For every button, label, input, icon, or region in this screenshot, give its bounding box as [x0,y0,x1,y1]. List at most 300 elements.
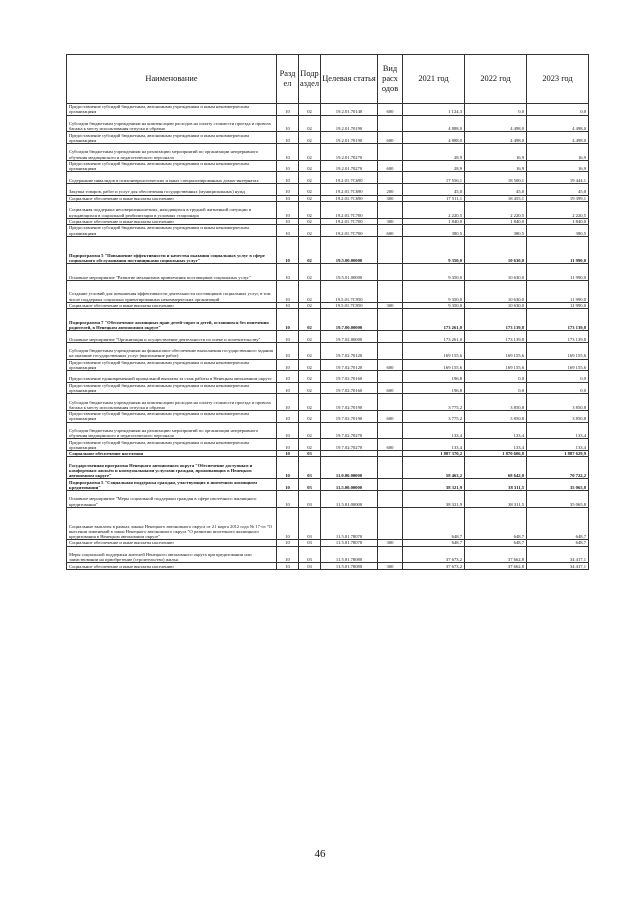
header-target: Целевая статья [321,55,378,104]
table-cell-2023: 4 498,0 [527,115,589,132]
table-cell-2022: 37 662,8 [465,563,527,569]
table-cell-2023: 3 850,8 [527,394,589,411]
table-cell-2023: 648,7 [527,540,589,546]
table-cell-section: 10 [277,342,299,359]
table-cell-exp-type: 600 [378,359,403,371]
table-cell-exp-type [378,263,403,280]
table-cell-2023: 2 220,5 [527,201,589,218]
table-cell-subsection: 02 [299,104,321,116]
table-cell-exp-type [378,546,403,563]
table-cell-name: Предоставление субсидий бюджетным, автономным учреждениям и иным некоммерческим организациям [67,160,277,172]
table-cell-target: 19.2.01.70270 [321,160,378,172]
table-cell-section: 10 [277,104,299,116]
table-cell-2023: 3 850,8 [527,411,589,423]
header-section: Разд ел [277,55,299,104]
table-cell-section: 10 [277,439,299,451]
table-cell-section: 10 [277,457,299,479]
table-cell-2023: 169 155,6 [527,342,589,359]
table-cell-subsection: 02 [299,195,321,201]
table-cell-2023: 169 155,6 [527,359,589,371]
table-cell-subsection: 02 [299,225,321,237]
table-cell-target: 19.5.01.7С950 [321,302,378,308]
table-cell-section: 10 [277,491,299,508]
table-row [67,236,589,263]
table-cell-section: 10 [277,172,299,184]
table-cell-section: 10 [277,563,299,569]
table-cell-2023: 1 840,0 [527,218,589,224]
table-cell-target: 19.2.01.7С700 [321,225,378,237]
table-cell-name: Социальное обеспечение населения [67,451,277,457]
table-cell-name: Субсидии бюджетным учреждениям на финансовое обеспечение выполнения государственного задания на оказание государственных услуг (выполнение работ) [67,342,277,359]
table-cell-subsection: 02 [299,371,321,383]
table-cell-2022: 0,0 [465,104,527,116]
table-cell-name: Государственная программа Ненецкого автономного округа "Обеспечение доступным и комфортным жильём и коммунальными услугами граждан, проживающих в Ненецком автономном округе" [67,457,277,479]
table-cell-2021: 17 556,1 [403,172,465,184]
table-row [67,183,589,195]
table-cell-2023: 35 065,8 [527,491,589,508]
table-row [67,422,589,439]
header-name: Наименование [67,55,277,104]
table-cell-exp-type: 600 [378,104,403,116]
table-cell-exp-type: 300 [378,563,403,569]
table-cell-2022: 0,0 [465,382,527,394]
table-cell-name: Субсидии бюджетным учреждениям на компенсацию расходов на оплату стоимости проезда и провоза багажа к месту использования отпуска и обратно [67,115,277,132]
table-cell-2023: 16,9 [527,160,589,172]
table-cell-target: 19.2.01.70270 [321,143,378,160]
table-cell-exp-type [378,342,403,359]
table-cell-2021: 58 463,2 [403,457,465,479]
table-cell-subsection: 02 [299,263,321,280]
table-cell-2021: 648,7 [403,540,465,546]
table-cell-2023: 648,7 [527,507,589,539]
table-cell-2023: 45,0 [527,183,589,195]
table-cell-subsection: 02 [299,160,321,172]
table-row [67,104,589,116]
table-cell-2022: 133,4 [465,439,527,451]
table-row [67,172,589,184]
table-cell-exp-type: 300 [378,195,403,201]
table-row [67,439,589,451]
table-cell-exp-type: 600 [378,160,403,172]
table-row [67,115,589,132]
table-cell-2021: 133,4 [403,439,465,451]
table-cell-2021: 28,9 [403,143,465,160]
table-cell-2023: 11 990,0 [527,263,589,280]
table-cell-2021: 173 261,0 [403,309,465,331]
table-cell-target: 11.0.00.00000 [321,457,378,479]
table-cell-target: 19.5.01.7С950 [321,280,378,302]
table-cell-subsection: 02 [299,394,321,411]
table-cell-2022: 37 662,8 [465,546,527,563]
table-row [67,359,589,371]
table-cell-name: Социальное обеспечение и иные выплаты населению [67,218,277,224]
table-row [67,479,589,491]
table-cell-exp-type: 600 [378,382,403,394]
budget-table [66,54,589,570]
table-cell-target: 19.7.02.70190 [321,394,378,411]
table-cell-2023: 11 990,0 [527,280,589,302]
table-cell-2021: 133,4 [403,422,465,439]
table-cell-target: 11.5.01.78080 [321,563,378,569]
table-cell-2021: 9 350,0 [403,302,465,308]
table-cell-name: Подпрограмма 7 "Обеспечение жилищных прав детей-сирот и детей, оставшихся без попечения родителей, в Ненецком автономном округе" [67,309,277,331]
table-cell-exp-type [378,143,403,160]
table-cell-section: 10 [277,115,299,132]
table-cell-target: 11.5.01.78070 [321,507,378,539]
table-cell-exp-type [378,394,403,411]
table-cell-target: 19.5.01.00000 [321,263,378,280]
table-cell-2022: 10 630,0 [465,302,527,308]
table-cell-subsection: 02 [299,143,321,160]
table-cell-target: 19.7.02.70270 [321,422,378,439]
table-cell-name: Основное мероприятие "Меры социальной поддержки граждан в сфере ипотечного жилищного кредитования" [67,491,277,508]
table-cell-section: 10 [277,263,299,280]
header-2022: 2022 год [465,55,527,104]
table-cell-2023: 133,4 [527,439,589,451]
table-cell-target: 19.7.02.70160 [321,382,378,394]
table-cell-2022: 3 850,8 [465,411,527,423]
table-cell-subsection: 03 [299,546,321,563]
table-cell-target: 11.5.01.78070 [321,540,378,546]
table-cell-name: Социальное обеспечение и иные выплаты населению [67,302,277,308]
table-cell-subsection: 03 [299,491,321,508]
table-cell-2021: 9 350,0 [403,236,465,263]
table-cell-target: 19.2.01.70190 [321,115,378,132]
table-row [67,563,589,569]
table-cell-target: 19.2.01.7С690 [321,195,378,201]
table-row [67,382,589,394]
table-cell-exp-type [378,422,403,439]
table-cell-name: Предоставление субсидий бюджетным, автономным учреждениям и иным некоммерческим организациям [67,104,277,116]
table-row [67,491,589,508]
table-cell-target: 11.5.01.00000 [321,491,378,508]
table-cell-subsection: 02 [299,302,321,308]
table-cell-subsection: 02 [299,342,321,359]
table-cell-target: 19.5.00.00000 [321,236,378,263]
table-cell-2021: 38 321,9 [403,479,465,491]
table-cell-name: Социальная поддержка несовершеннолетних, находящихся в трудной жизненной ситуации и нуждающихся в социальной реабилитации в условиях стационара [67,201,277,218]
table-cell-2022: 10 630,0 [465,263,527,280]
table-cell-subsection: 02 [299,359,321,371]
table-cell-section: 10 [277,132,299,144]
page-number: 46 [314,848,326,860]
table-cell-2023: 34 417,1 [527,546,589,563]
table-cell-2022: 648,7 [465,507,527,539]
table-cell-target: 19.2.01.7С690 [321,183,378,195]
table-cell-target: 19.7.02.70120 [321,359,378,371]
table-cell-name: Предоставление субсидий бюджетным, автономным учреждениям и иным некоммерческим организациям [67,132,277,144]
table-cell-section: 10 [277,160,299,172]
table-cell-section: 10 [277,201,299,218]
table-cell-2022: 0,0 [465,371,527,383]
table-cell-exp-type [378,236,403,263]
table-cell-2021: 173 261,0 [403,331,465,343]
table-cell-2023: 4 498,0 [527,132,589,144]
table-cell-2021: 4 888,0 [403,115,465,132]
table-row [67,280,589,302]
table-cell-2021: 37 673,2 [403,546,465,563]
table-cell-section: 10 [277,394,299,411]
table-cell-name: Субсидии бюджетным учреждениям на реализацию мероприятий по организации непрерывного обучения медицинского и педагогического персонала [67,143,277,160]
table-row [67,546,589,563]
table-cell-subsection: 02 [299,382,321,394]
table-cell-subsection: 02 [299,309,321,331]
table-row [67,201,589,218]
table-cell-2021: 196,8 [403,382,465,394]
table-cell-name: Предоставление субсидий бюджетным, автономным учреждениям и иным некоммерческим организациям [67,411,277,423]
table-cell-2021: 169 155,6 [403,342,465,359]
table-cell-2022: 2 220,5 [465,201,527,218]
table-cell-target: 19.7.02.70190 [321,411,378,423]
table-cell-name: Основное мероприятие "Организация и осуществление деятельности по опеке и попечительству" [67,331,277,343]
table-cell-2022: 10 630,0 [465,280,527,302]
table-cell-exp-type: 200 [378,183,403,195]
table-cell-2022: 133,4 [465,422,527,439]
table-cell-name: Предоставление субсидий бюджетным, автономным учреждениям и иным некоммерческим организациям [67,359,277,371]
table-cell-section: 10 [277,479,299,491]
table-cell-name: Подпрограмма 5 "Социальная поддержка граждан, участвующих в ипотечном жилищном кредитовании" [67,479,277,491]
table-cell-exp-type: 600 [378,411,403,423]
table-row [67,143,589,160]
table-cell-name: Субсидии бюджетным учреждениям на реализацию мероприятий по организации непрерывного обучения медицинского и педагогического персонала [67,422,277,439]
table-row [67,263,589,280]
table-cell-exp-type [378,479,403,491]
table-cell-2021: 37 673,2 [403,563,465,569]
table-cell-target: 19.2.01.70140 [321,104,378,116]
table-cell-section: 10 [277,359,299,371]
table-cell-2021: 38 321,9 [403,491,465,508]
table-cell-section: 10 [277,451,299,457]
table-cell-section: 10 [277,302,299,308]
table-cell-2023: 19 399,1 [527,195,589,201]
table-cell-subsection: 02 [299,331,321,343]
table-cell-name: Социальное обеспечение и иные выплаты населению [67,563,277,569]
table-cell-2021: 1 887 370,2 [403,451,465,457]
table-cell-subsection: 02 [299,236,321,263]
table-cell-subsection: 03 [299,563,321,569]
table-cell-2021: 4 888,0 [403,132,465,144]
table-cell-2021: 169 155,6 [403,359,465,371]
table-cell-2022: 68 642,0 [465,457,527,479]
table-cell-section: 10 [277,382,299,394]
table-cell-subsection: 02 [299,422,321,439]
header-subsection: Подр аздел [299,55,321,104]
header-exp-type: Вид расх одов [378,55,403,104]
table-cell-2021: 380,5 [403,225,465,237]
table-cell-exp-type: 300 [378,302,403,308]
table-cell-exp-type: 300 [378,540,403,546]
table-cell-2022: 38 311,5 [465,479,527,491]
table-cell-section: 10 [277,411,299,423]
table-cell-section: 10 [277,331,299,343]
table-cell-2022: 10 630,0 [465,236,527,263]
table-cell-2023: 19 444,1 [527,172,589,184]
table-cell-section: 10 [277,309,299,331]
table-cell-name: Содержание инвалидов в психоневрологических и иных специализированных домах-интернатах [67,172,277,184]
table-cell-2021: 28,9 [403,160,465,172]
table-cell-target: 19.7.02.70120 [321,342,378,359]
table-cell-subsection: 03 [299,457,321,479]
table-cell-exp-type [378,172,403,184]
table-cell-section: 10 [277,225,299,237]
table-row [67,132,589,144]
table-cell-subsection: 03 [299,451,321,457]
table-row [67,411,589,423]
table-cell-target: 19.2.01.70190 [321,132,378,144]
table-cell-subsection: 02 [299,172,321,184]
table-cell-2022: 45,0 [465,183,527,195]
table-row [67,160,589,172]
table-cell-2021: 648,7 [403,507,465,539]
table-cell-section: 10 [277,218,299,224]
table-row [67,309,589,331]
header-2021: 2021 год [403,55,465,104]
table-cell-target: 11.5.01.78080 [321,546,378,563]
table-cell-section: 10 [277,280,299,302]
table-cell-2022: 169 155,6 [465,342,527,359]
table-cell-2022: 16,9 [465,160,527,172]
table-cell-2023: 1 887 629,9 [527,451,589,457]
table-cell-target: 19.2.01.7С700 [321,201,378,218]
table-cell-2023: 173 139,8 [527,331,589,343]
table-cell-exp-type: 600 [378,439,403,451]
table-cell-name: Предоставление субсидий бюджетным, автономным учреждениям и иным некоммерческим организациям [67,225,277,237]
table-cell-section: 10 [277,507,299,539]
table-cell-exp-type: 600 [378,225,403,237]
table-cell-2022: 16,9 [465,143,527,160]
table-cell-2022: 173 139,8 [465,331,527,343]
table-cell-2023: 11 990,0 [527,302,589,308]
table-cell-2023: 133,4 [527,422,589,439]
table-cell-2023: 16,9 [527,143,589,160]
table-cell-2021: 196,8 [403,371,465,383]
table-cell-2021: 3 775,2 [403,394,465,411]
table-cell-exp-type [378,371,403,383]
table-row [67,225,589,237]
table-cell-target: 19.7.00.00000 [321,309,378,331]
table-row [67,394,589,411]
table-cell-target: 19.7.02.70160 [321,371,378,383]
table-cell-name: Субсидии бюджетным учреждениям на компенсацию расходов на оплату стоимости проезда и провоза багажа к месту использования отпуска и обратно [67,394,277,411]
table-cell-subsection: 03 [299,479,321,491]
table-row [67,371,589,383]
table-cell-name: Предоставление единовременной прощальной выплаты за стаж работы в Ненецком автономном округе [67,371,277,383]
table-cell-2023: 0,0 [527,371,589,383]
table-cell-2022: 648,7 [465,540,527,546]
table-cell-2022: 38 311,5 [465,491,527,508]
table-cell-2023: 0,0 [527,104,589,116]
table-cell-section: 10 [277,183,299,195]
table-cell-subsection: 02 [299,280,321,302]
table-cell-subsection: 03 [299,540,321,546]
table-cell-target: 19.7.02.00000 [321,331,378,343]
table-cell-2021: 3 775,2 [403,411,465,423]
table-cell-2021: 1 124,3 [403,104,465,116]
table-cell-2023: 35 065,8 [527,479,589,491]
table-cell-name: Предоставление субсидий бюджетным, автономным учреждениям и иным некоммерческим организациям [67,382,277,394]
table-cell-subsection: 02 [299,439,321,451]
table-cell-exp-type [378,115,403,132]
table-cell-2023: 11 990,0 [527,236,589,263]
table-cell-name: Закупка товаров, работ и услуг для обеспечения государственных (муниципальных) нужд [67,183,277,195]
table-cell-2023: 34 417,1 [527,563,589,569]
table-cell-subsection: 02 [299,201,321,218]
table-cell-section: 10 [277,422,299,439]
table-cell-section: 10 [277,236,299,263]
table-cell-2021: 45,0 [403,183,465,195]
table-cell-exp-type [378,201,403,218]
table-cell-2022: 380,5 [465,225,527,237]
table-cell-section: 10 [277,371,299,383]
table-cell-2022: 1 870 606,8 [465,451,527,457]
table-row [67,342,589,359]
table-cell-2022: 4 498,0 [465,132,527,144]
table-cell-target: 19.2.01.7С700 [321,218,378,224]
table-row [67,331,589,343]
table-cell-subsection: 02 [299,411,321,423]
table-cell-name: Предоставление субсидий бюджетным, автономным учреждениям и иным некоммерческим организациям [67,439,277,451]
table-cell-exp-type [378,491,403,508]
table-cell-exp-type [378,331,403,343]
table-cell-2022: 18 455,1 [465,195,527,201]
table-cell-exp-type: 300 [378,218,403,224]
table-cell-exp-type: 600 [378,132,403,144]
table-cell-2022: 173 139,8 [465,309,527,331]
table-cell-2021: 2 220,5 [403,201,465,218]
header-2023: 2023 год [527,55,589,104]
table-cell-target: 19.2.01.7С690 [321,172,378,184]
table-cell-target: 11.5.00.00000 [321,479,378,491]
table-cell-2023: 70 722,2 [527,457,589,479]
table-cell-subsection: 02 [299,183,321,195]
table-row [67,507,589,539]
table-cell-subsection: 02 [299,218,321,224]
table-row [67,457,589,479]
table-header-row [67,55,589,104]
table-cell-exp-type [378,280,403,302]
table-cell-section: 10 [277,540,299,546]
table-cell-2021: 1 840,0 [403,218,465,224]
table-cell-name: Социальное обеспечение и иные выплаты населению [67,195,277,201]
table-cell-exp-type [378,309,403,331]
table-cell-2021: 17 511,1 [403,195,465,201]
table-cell-subsection: 02 [299,132,321,144]
table-cell-subsection: 02 [299,115,321,132]
table-cell-2022: 1 840,0 [465,218,527,224]
table-cell-2023: 0,0 [527,382,589,394]
table-cell-2021: 9 350,0 [403,280,465,302]
table-cell-name: Социальное обеспечение и иные выплаты населению [67,540,277,546]
table-cell-name: Социальные выплаты в рамках закона Ненецкого автономного округа от 21 марта 2012 года № 17-оз "О внесении изменений в закон Ненецкого автономного округа "О развитии ипотечного жилищного кредитования в Ненецком автономном округе" [67,507,277,539]
table-cell-2022: 18 500,1 [465,172,527,184]
table-cell-2023: 380,5 [527,225,589,237]
table-cell-name: Основное мероприятие "Развитие механизмов привлечения поставщиков социальных услуг" [67,263,277,280]
table-cell-2022: 169 155,6 [465,359,527,371]
table-cell-name: Создание условий для повышения эффективности деятельности поставщиков социальных услуг, в том числе поддержка социально ориентированных некоммерческих организаций [67,280,277,302]
table-cell-2022: 3 850,8 [465,394,527,411]
table-cell-section: 10 [277,195,299,201]
table-cell-name: Подпрограмма 5 "Повышение эффективности и качества оказания социальных услуг в сфере социального обслуживания поставщиками социальных услуг" [67,236,277,263]
table-cell-exp-type [378,507,403,539]
table-cell-exp-type [378,457,403,479]
table-cell-2023: 173 139,8 [527,309,589,331]
table-cell-2022: 4 498,0 [465,115,527,132]
table-cell-subsection: 03 [299,507,321,539]
table-cell-2021: 9 350,0 [403,263,465,280]
table-cell-section: 10 [277,143,299,160]
table-cell-target: 19.7.02.70270 [321,439,378,451]
table-cell-section: 10 [277,546,299,563]
